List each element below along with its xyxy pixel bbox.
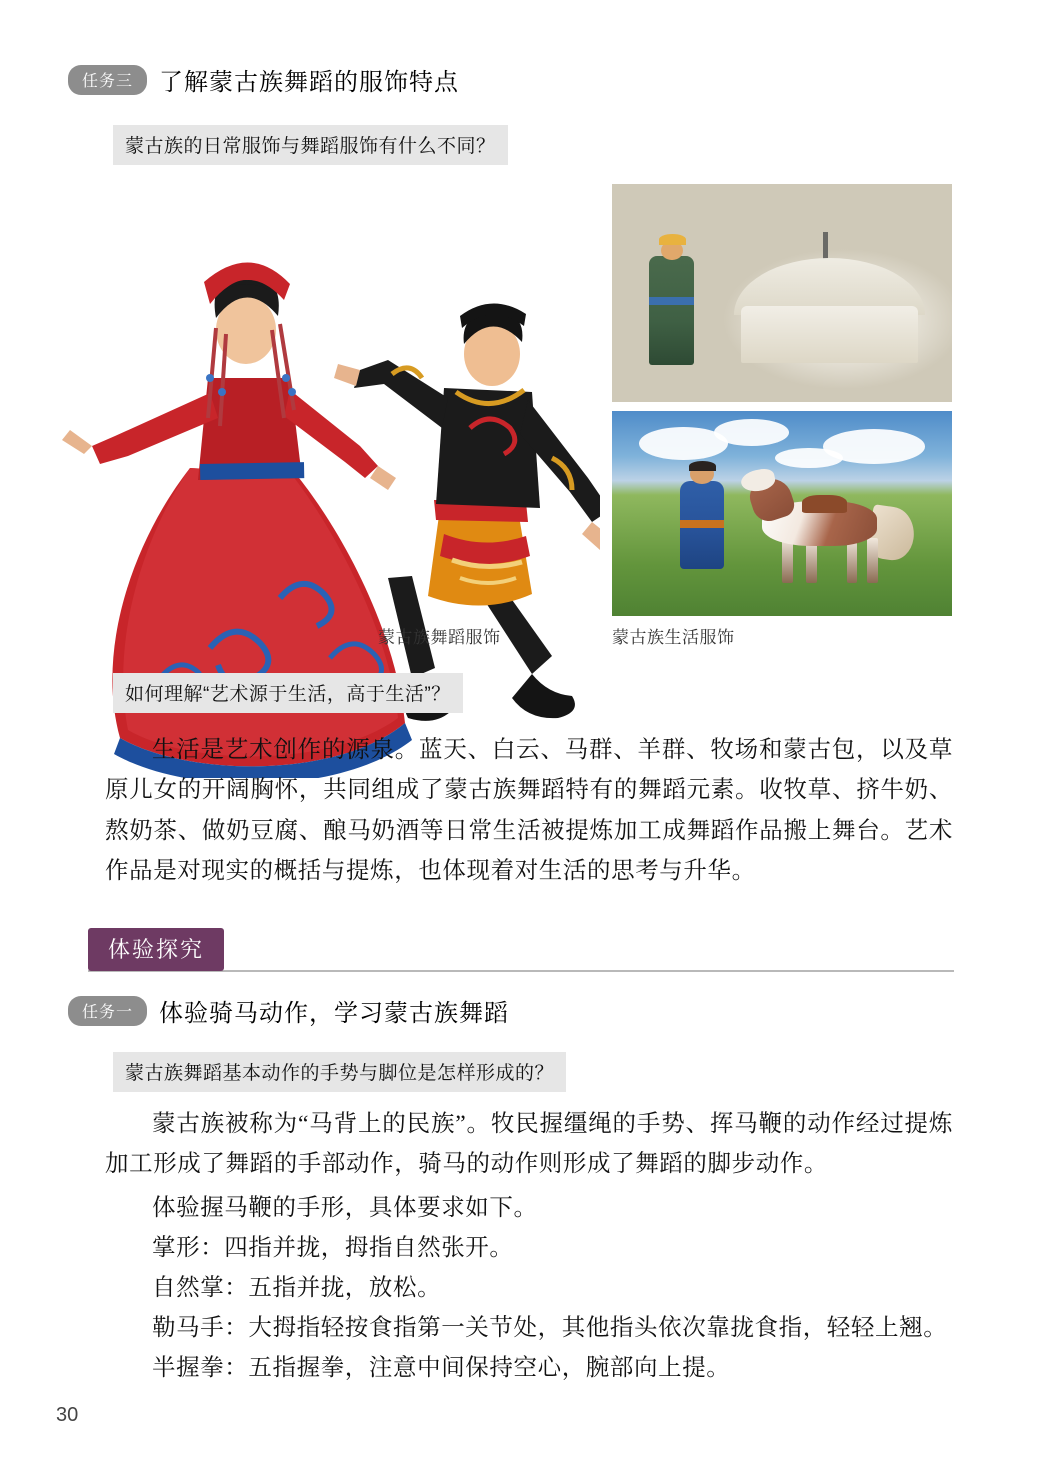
yurt-photo — [612, 184, 952, 402]
art-question-wrap — [113, 673, 463, 713]
body-paragraph-3: 掌形：四指并拢，拇指自然张开。 — [152, 1235, 514, 1261]
task-three-badge: 任务三 — [68, 65, 147, 95]
body-paragraph-5: 勒马手：大拇指轻按食指第一关节处，其他指头依次靠拢食指，轻轻上翘。 — [152, 1315, 948, 1341]
page-number: 30 — [56, 1404, 79, 1426]
caption-dance-costume: 蒙古族舞蹈服饰 — [378, 628, 501, 647]
task-one-question-wrap — [113, 1052, 566, 1092]
yurt-body — [741, 306, 918, 363]
rider-sash — [680, 520, 724, 528]
rider-hair — [689, 461, 716, 471]
task-one-question: 蒙古族舞蹈基本动作的手势与脚位是怎样形成的？ — [113, 1052, 566, 1092]
figure-block — [0, 168, 1048, 648]
herdsman-hat — [659, 234, 686, 245]
task-one-badge: 任务一 — [68, 996, 147, 1026]
task-three-header — [68, 62, 459, 97]
body-paragraph-4: 自然掌：五指并拢，放松。 — [152, 1275, 442, 1301]
art-question: 如何理解“艺术源于生活，高于生活”？ — [113, 673, 463, 713]
task-three-title: 了解蒙古族舞蹈的服饰特点 — [159, 69, 460, 96]
cloud-icon — [714, 419, 789, 446]
horse-leg — [782, 538, 793, 583]
section-banner — [88, 928, 954, 970]
task-three-question: 蒙古族的日常服饰与舞蹈服饰有什么不同？ — [113, 125, 508, 165]
task-one-title: 体验骑马动作，学习蒙古族舞蹈 — [159, 1000, 510, 1027]
horse-leg — [867, 538, 878, 583]
body-paragraph-6: 半握拳：五指握拳，注意中间保持空心，腕部向上提。 — [152, 1355, 731, 1381]
horse-rider-photo — [612, 411, 952, 616]
section-banner-label: 体验探究 — [88, 928, 224, 971]
task-three-question-wrap — [113, 125, 508, 165]
art-paragraph: 生活是艺术创作的源泉。蓝天、白云、马群、羊群、牧场和蒙古包，以及草原儿女的开阔胸怀，共同组成了蒙古族舞蹈特有的舞蹈元素。收牧草、挤牛奶、熬奶茶、做奶豆腐、酿马奶酒等日常生活被提炼加工成舞蹈作品搬上舞台。艺术作品是对现实的概括与提炼，也体现着对生活的思考与升华。 — [105, 737, 953, 885]
body-paragraph-1: 蒙古族被称为“马背上的民族”。牧民握缰绳的手势、挥马鞭的动作经过提炼加工形成了舞蹈的手部动作，骑马的动作则形成了舞蹈的脚步动作。 — [105, 1111, 953, 1178]
task-one-header — [68, 993, 509, 1028]
caption-life-costume: 蒙古族生活服饰 — [612, 628, 735, 647]
cloud-icon — [775, 448, 843, 469]
horse-saddle — [802, 495, 846, 513]
herdsman-robe — [649, 256, 693, 365]
body-paragraph-2: 体验握马鞭的手形，具体要求如下。 — [152, 1195, 538, 1221]
herdsman-belt — [649, 297, 693, 305]
